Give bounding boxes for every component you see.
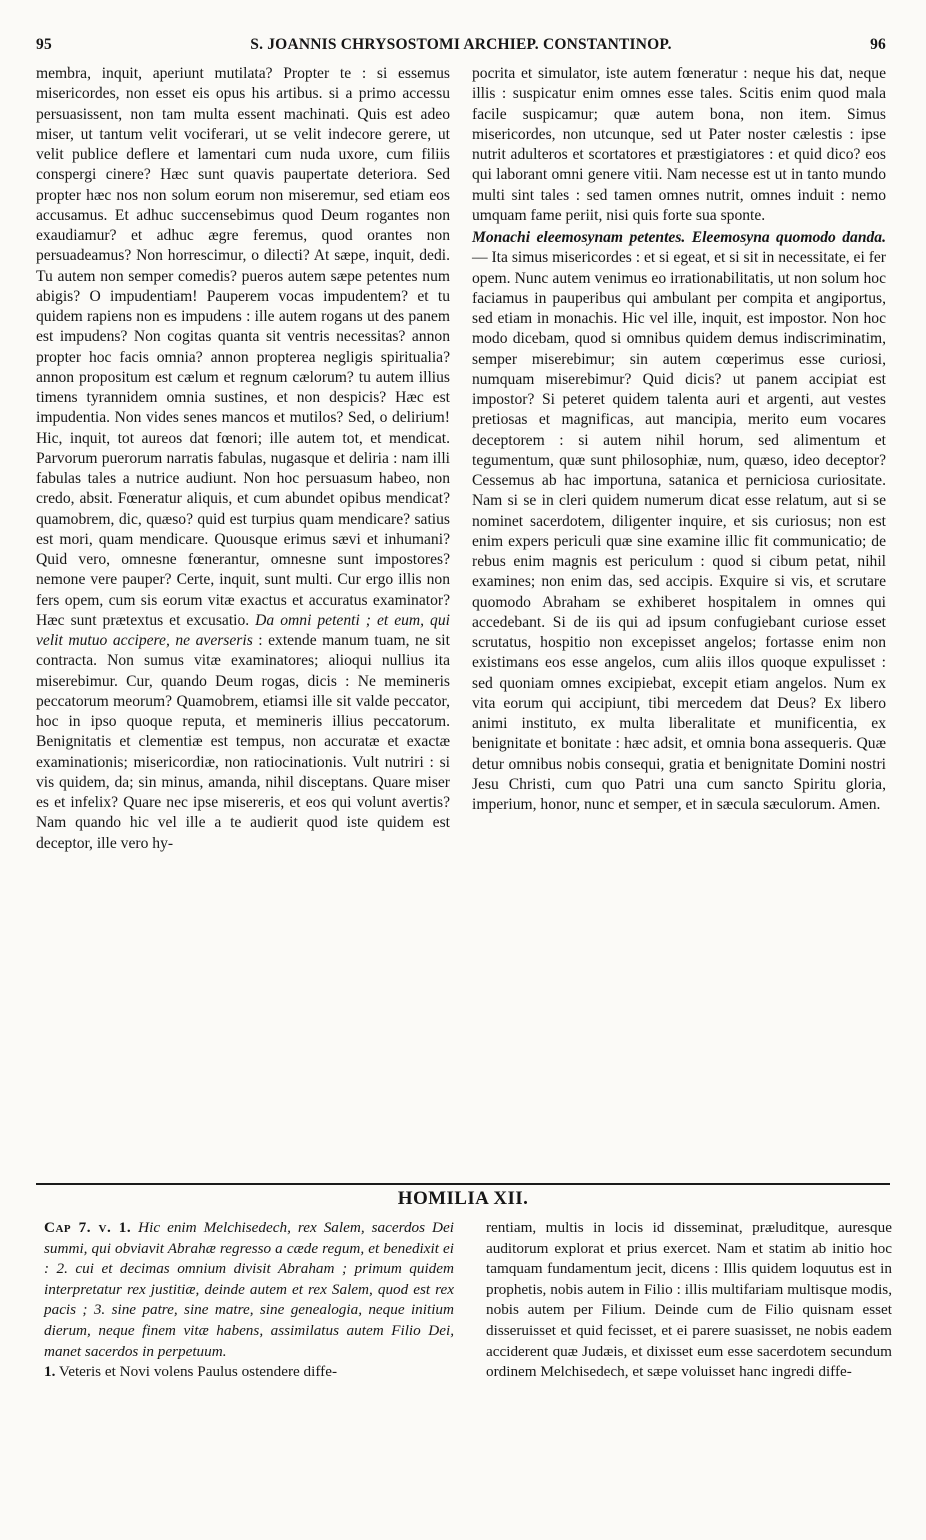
homily-title: HOMILIA XII. bbox=[397, 1188, 529, 1209]
right-column-paragraph-1: pocrita et simulator, iste autem fœneratur : neque his dat, neque illis : suspicatur enim omnes esse tales. Scitis enim quod mala facile suspicamur; quæ autem bona, non item. Simus misericordes, non utcunque, sed ut Pater noster cælestis : ipse nutrit adulteros et scortatores et præstigiatores : et quid dico? eos qui laborant omni genere vitii. Nam necesse est ut in tanto mundo multi sint tales : sed tamen omnes nutrit, omnes induit : nemo umquam fame periit, nisi quis forte sua sponte. bbox=[472, 65, 886, 224]
right-column bbox=[472, 64, 886, 815]
homily-left-column bbox=[44, 1218, 454, 1383]
chapter-verse-label: Cap 7. v. 1. bbox=[44, 1219, 132, 1236]
left-column bbox=[36, 64, 450, 854]
left-text-b: : extende manum tuam, ne sit contracta. Non sumus vitæ examinatores; alioqui nullius ita miserebimur. Cur, quando Deum rogas, dicis : Ne memineris peccatorum meorum? Quamobrem, etiamsi ille sit valde peccator, hoc in ipso quoque reputa, et memineris illius peccatorum. Benignitatis et clementiæ est tempus, non accuratæ et exactæ examinationis; misericordiæ, non ratiocinationis. Vult nutriri : si vis quidem, da; sin minus, amanda, nihil disceptans. Quare miser es et infelix? Quare nec ipse misereris, et eos qui volunt avertis? Nam quando hic vel ille a te audierit quod iste quidem est deceptor, ille vero hy- bbox=[36, 632, 450, 852]
right-text-2: — Ita simus misericordes : et si egeat, et si sit in necessitate, ei fer opem. Nunc autem venimus eo irrationabilitatis, ut non solum hoc faciamus in pauperibus qui ambulant per compita et angiportus, sed etiam in monachis. Hic vel ille, inquit, est impostor. Non hoc modo dicebam, quod si omnibus quidem demus indiscriminatim, semper miserebimur; sin autem cœperimus esse curiosi, numquam miserebimur? Quid dicis? ut panem accipiat est impostor? Si peteret quidem talenta auri et argenti, aut vestes pretiosas et magnificas, aut mancipia, merito eum vocares deceptorem : si autem nihil horum, sed alimentum et tegumentum, quæ sunt philosophiæ, num, quæso, ideo deceptor? Cessemus ab hac importuna, satanica et perniciosa curiositate. Nam si se in cleri quidem numerum dicat esse relatum, aut si se nominet sacerdotem, diligenter inquire, et sis curiosus; non est enim expers periculi quæ sine examine illic fit communicatio; de rebus enim magnis est periculum : quod si cibum petat, nihil examines; non enim das, sed accipis. Exquire si vis, et scrutare quomodo Abraham se exhiberet hospitalem in omnes qui accedebant. Si de iis qui ad ipsum confugiebant curiose esset scrutatus, hospitio non excepisset angelos; fortasse enim non existimans eos esse angelos, cum aliis illos quoque expulisset : sed quoniam omnes excipiebat, excepit etiam angelos. Num ex vita eorum qui accipiunt, tibi mercedem dat Deus? Ex libero animi instituto, ex multa liberalitate et munificentia, ex benignitate et bonitate : hæc adsit, et omnia bona assequeris. Quæ detur omnibus nobis consequi, gratia et benignitate Domini nostri Jesu Christi, cum quo Patri una cum sancto Spiritu gloria, imperium, honor, nunc et semper, et in sæcula sæculorum. Amen. bbox=[472, 249, 886, 813]
page-number-right: 96 bbox=[870, 36, 886, 53]
homily-scripture: Hic enim Melchisedech, rex Salem, sacerdos Dei summi, qui obviavit Abrahæ regresso a cæde regum, et benedixit ei : 2. cui et decimas omnium divisit Abraham ; primum quidem interpretatur rex justitiæ, deinde autem et rex Salem, quod est rex pacis ; 3. sine patre, sine matre, sine genealogia, neque initium dierum, neque finem vitæ habens, assimilatus autem Filio Dei, manet sacerdos in perpetuum. bbox=[44, 1219, 454, 1360]
page-number-left: 95 bbox=[36, 36, 52, 53]
section-divider bbox=[36, 1183, 890, 1185]
homily-first-paragraph bbox=[44, 1362, 454, 1383]
homily-right-paragraph: rentiam, multis in locis id disseminat, præluditque, auresque auditorum explorat et prius exercet. Nam et statim ab initio hoc tamquam fundamentum jecit, dicens : Illis quidem loquutus est in prophetis, nobis autem in Filio : illis multifariam multisque modis, nobis autem per Filium. Deinde cum de Filio quisnam esset disseruisset et quid fecisset, et ei parere suasisset, ne nobis eadem acciderent quæ Judæis, et dixisset eum esse sacerdotem secundum ordinem Melchisedech, et sæpe voluisset hanc ingredi diffe- bbox=[486, 1219, 892, 1381]
running-header bbox=[36, 36, 886, 58]
running-title: S. JOANNIS CHRYSOSTOMI ARCHIEP. CONSTANTINOP. bbox=[250, 36, 672, 53]
scripture-quote: Da omni petenti ; et eum, qui velit mutuo accipere, ne averseris bbox=[36, 611, 450, 649]
paragraph-number: 1. bbox=[44, 1363, 56, 1381]
homily-right-column bbox=[486, 1218, 892, 1383]
homily-scripture-paragraph bbox=[44, 1218, 454, 1362]
homily-left-tail: Veteris et Novi volens Paulus ostendere diffe- bbox=[58, 1363, 338, 1381]
left-text-a: membra, inquit, aperiunt mutilata? Propter te : si essemus misericordes, non esset eis opus his artibus. si a primo accessu persuasissent, non tam multa essent machinati. Quis est adeo miser, ut tantum velit vociferari, ut se velit indecore gerere, ut velit publice deflere et lamentari cum nuda uxore, cum filiis conspergi cinere? Hæc sunt quavis paupertate deteriora. Sed propter hæc nos non solum eorum non miseremur, sed etiam eos accusamus. Et adhuc succensebimus quod Deum rogantes non exaudiamur? et adhuc ægre feremus, quod orantes non persuadeamus? Non horrescimur, o dilecti? At sæpe, inquit, dedi. Tu autem non semper comedis? pueros autem sæpe petentes num abigis? O impudentiam! Pauperem vocas impudentem? et tu quidem rapiens non es impudens : ille autem rogans ut des panem est impudens? Non cogitas quanta sit ventris necessitas? annon propter hoc facis omnia? annon propterea negligis spiritualia? annon propositum est cælum et regnum cælorum? tu autem illius timens tyrannidem omnia sustines, et non despicis? Hæc est impudentia. Non vides senes mancos et mutilos? Sed, o delirium! Hic, inquit, tot aureos dat fœnori; ille autem tot, et mendicat. Parvorum puerorum narratis fabulas, nugasque et deliria : nam illi fabulas tales a nutrice audiunt. Non hoc persuasum habeo, non credo, absit. Fœneratur aliquis, et cum abundet opibus mendicat? quamobrem, dic, quæso? quid est turpius quam mendicare? satius est mori, quam mendicare. Quousque erimus sævi et inhumani? Quid vero, omnesne fœnerantur, omnesne sunt impostores? nemone vere pauper? Certe, inquit, sunt multi. Cur ergo illis non fers opem, cum sis eorum vitæ exactus et accuratus examinator? Hæc sunt prætextus et excusatio. bbox=[36, 65, 450, 629]
section-caption: Monachi eleemosynam petentes. Eleemosyna quomodo danda. bbox=[472, 229, 886, 246]
right-column-paragraph-2 bbox=[472, 228, 886, 815]
left-column-paragraph bbox=[36, 64, 450, 854]
